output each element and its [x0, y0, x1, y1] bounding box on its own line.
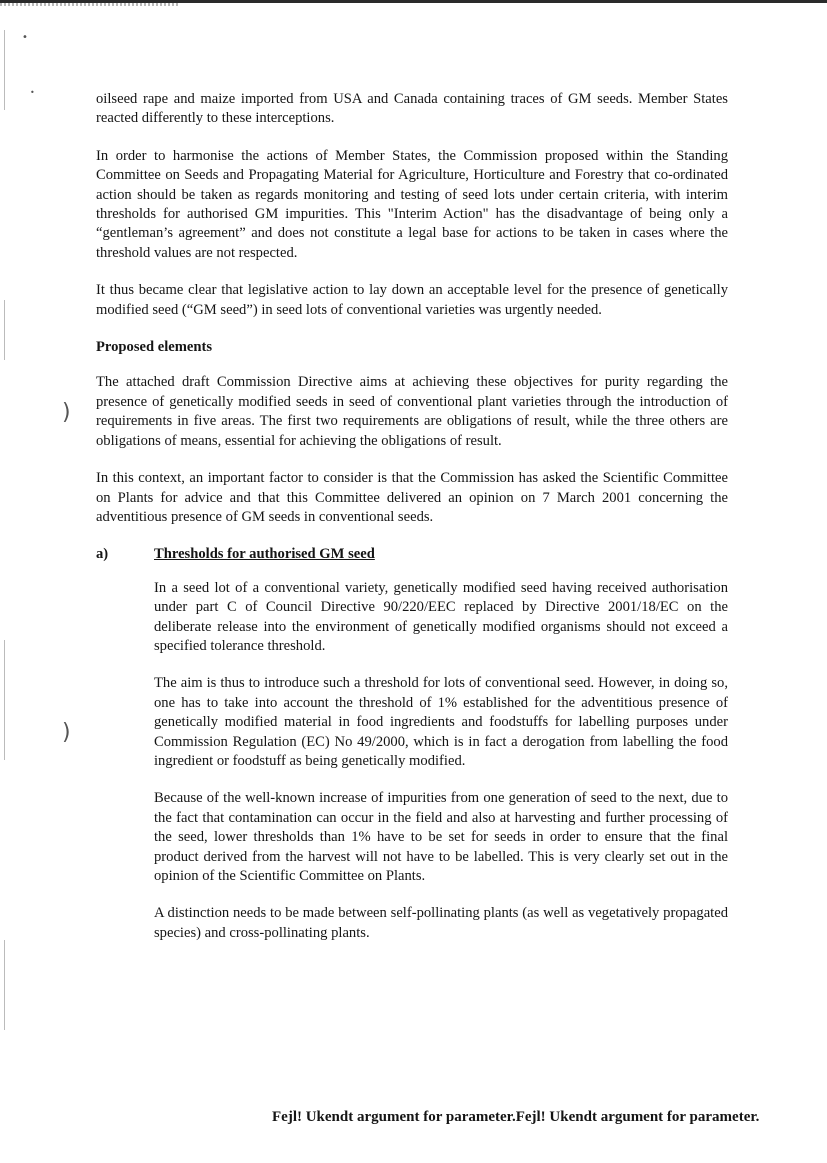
paragraph: oilseed rape and maize imported from USA and Canada containing traces of GM seeds. Member States reacted differently to these interceptions.	[96, 91, 728, 127]
document-body	[96, 90, 728, 961]
subsection-label: a)	[96, 546, 109, 563]
scan-speck: •	[22, 32, 28, 43]
paragraph: In order to harmonise the actions of Member States, the Commission proposed within the Standing Committee on Seeds and Propagating Material for Agriculture, Horticulture and Forestry that co-ordinated action should be taken as regards monitoring and testing of seed lots under certain criteria, with interim thresholds for authorised GM impurities. This "Interim Action" has the disadvantage of being only a “gentleman’s agreement” and does not constitute a legal base for actions to be taken in cases where the threshold values are not respected.	[96, 147, 728, 261]
paragraph: The attached draft Commission Directive aims at achieving these objectives for purity regarding the presence of genetically modified seeds in seed of conventional plant varieties through the introduction of requirements in five areas. The first two requirements are obligations of result, while the three others are obligations of means, essential for achieving the obligations of result.	[96, 374, 728, 449]
punch-hole-mark: )	[62, 720, 71, 745]
scan-speck: •	[30, 88, 35, 97]
paragraph: It thus became clear that legislative action to lay down an acceptable level for the presence of genetically modified seed (“GM seed”) in seed lots of conventional varieties was urgently needed.	[96, 282, 728, 318]
scan-binder-line	[4, 30, 5, 110]
paragraph: A distinction needs to be made between self-pollinating plants (as well as vegetatively propagated species) and cross-pollinating plants.	[154, 905, 728, 941]
scan-binder-line	[4, 300, 5, 360]
punch-hole-mark: )	[62, 400, 71, 425]
paragraph: In a seed lot of a conventional variety, genetically modified seed having received authorisation under part C of Council Directive 90/220/EEC replaced by Directive 2001/18/EC on the deliberate release into the environment of genetically modified organisms should not exceed a specified tolerance threshold.	[154, 579, 728, 654]
paragraph: In this context, an important factor to consider is that the Commission has asked the Scientific Committee on Plants for advice and that this Committee delivered an opinion on 7 March 2001 concerning the adventitious presence of GM seeds in conventional seeds.	[96, 470, 728, 525]
scan-binder-line	[4, 940, 5, 1030]
subsection-body	[154, 579, 728, 944]
subsection-title: Thresholds for authorised GM seed	[154, 546, 375, 563]
scan-top-artifact	[0, 3, 180, 6]
section-heading: Proposed elements	[96, 339, 213, 356]
paragraph: Because of the well-known increase of impurities from one generation of seed to the next, due to the fact that contamination can occur in the field and also at harvesting and further processing of the seed, lower thresholds than 1% have to be set for seeds in order to ensure that the final product derived from the harvest will not have to be labelled. This is very clearly set out in the opinion of the Scientific Committee on Plants.	[154, 790, 728, 884]
scan-binder-line	[4, 640, 5, 760]
paragraph: The aim is thus to introduce such a threshold for lots of conventional seed. However, in doing so, one has to take into account the threshold of 1% established for the adventitious presence of genetically modified material in food ingredients and foodstuffs for labelling purposes under Commission Regulation (EC) No 49/2000, which is in fact a derogation from labelling the food ingredient or foodstuff as being genetically modified.	[154, 675, 728, 769]
page-footer: Fejl! Ukendt argument for parameter.Fejl! Ukendt argument for parameter.	[272, 1109, 760, 1125]
subsection-heading	[96, 545, 728, 564]
